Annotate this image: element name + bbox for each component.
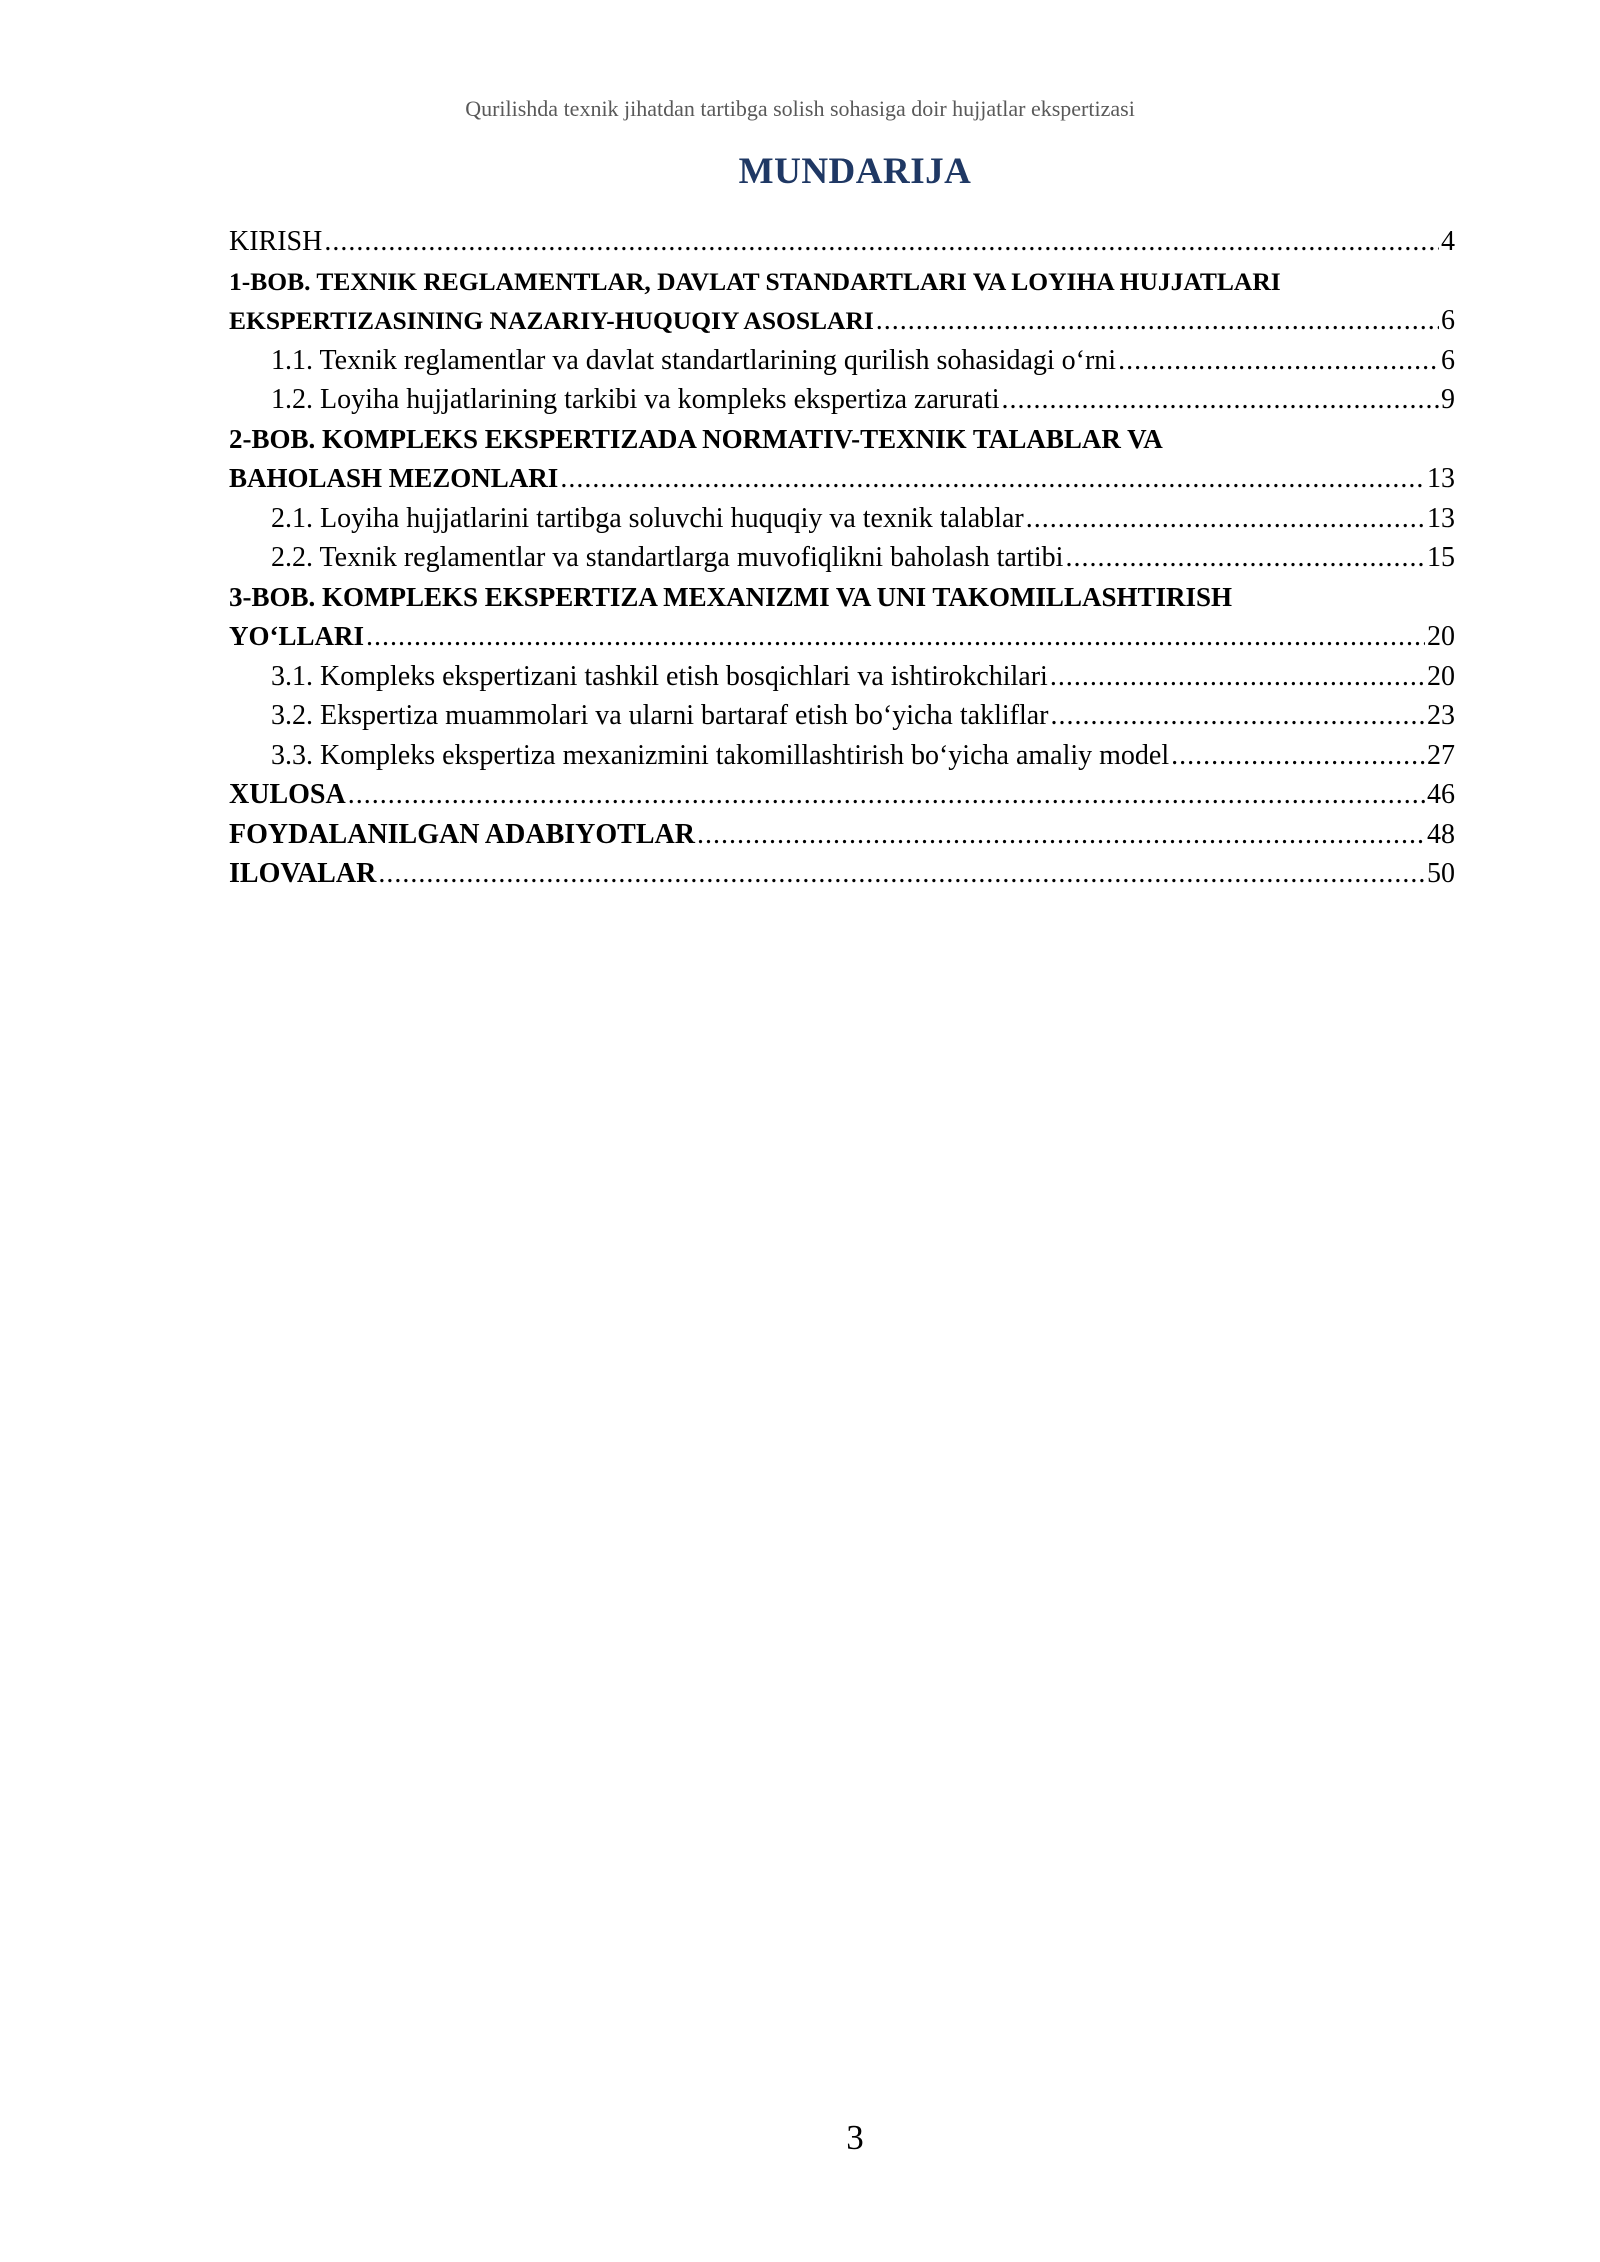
dot-leader — [1050, 696, 1425, 736]
toc-entry-section-1-1[interactable] — [229, 341, 1455, 381]
toc-entry-page: 46 — [1427, 779, 1455, 810]
toc-entry-page: 48 — [1427, 818, 1455, 850]
toc-entry-label-continued: YO‘LLARI — [229, 621, 365, 651]
dot-leader — [1118, 341, 1439, 381]
dot-leader — [1026, 499, 1425, 539]
toc-entry-label: 3.3. Kompleks ekspertiza mexanizmini takomillashtirish bo‘yicha amaliy model — [271, 739, 1170, 771]
toc-entry-label: KIRISH — [229, 226, 323, 257]
toc-entry-label: 2.2. Texnik reglamentlar va standartlarga muvofiqlikni baholash tartibi — [271, 542, 1064, 573]
toc-entry-label: ILOVALAR — [229, 858, 377, 889]
table-of-contents — [229, 222, 1455, 894]
dot-leader — [697, 815, 1425, 855]
toc-entry-label-continued: EKSPERTIZASINING NAZARIY-HUQUQIY ASOSLARI — [229, 306, 874, 335]
toc-entry-page: 13 — [1427, 463, 1455, 494]
toc-entry-page: 20 — [1427, 621, 1455, 652]
toc-entry-chapter-1[interactable] — [229, 262, 1455, 341]
toc-title: MUNDARIJA — [738, 151, 972, 192]
toc-entry-page: 15 — [1427, 542, 1455, 573]
toc-entry-page: 20 — [1427, 660, 1455, 692]
toc-entry-page: 9 — [1441, 384, 1455, 415]
toc-entry-label: 3.1. Kompleks ekspertizani tashkil etish bosqichlari va ishtirokchilari — [271, 660, 1048, 692]
dot-leader — [1050, 657, 1425, 697]
toc-entry-label-continued: BAHOLASH MEZONLARI — [229, 463, 559, 493]
toc-entry-section-3-1[interactable] — [229, 657, 1455, 697]
toc-entry-label: 1.2. Loyiha hujjatlarining tarkibi va kompleks ekspertiza zarurati — [271, 384, 1000, 415]
toc-entry-page: 6 — [1441, 344, 1455, 376]
toc-entry-kirish[interactable] — [229, 222, 1455, 262]
toc-entry-label: XULOSA — [229, 779, 346, 810]
dot-leader — [560, 459, 1425, 499]
toc-entry-label: 2-BOB. KOMPLEKS EKSPERTIZADA NORMATIV-TEXNIK TALABLAR VA — [229, 423, 1163, 454]
toc-entry-page: 6 — [1441, 305, 1455, 336]
toc-entry-section-1-2[interactable] — [229, 380, 1455, 420]
toc-entry-page: 23 — [1427, 700, 1455, 731]
toc-entry-page: 4 — [1441, 226, 1455, 257]
dot-leader — [366, 617, 1425, 657]
page-number: 3 — [846, 2118, 864, 2157]
toc-entry-label: 1.1. Texnik reglamentlar va davlat standartlarining qurilish sohasidagi o‘rni — [271, 344, 1117, 376]
toc-entry-adabiyotlar[interactable] — [229, 815, 1455, 855]
dot-leader — [324, 222, 1439, 262]
dot-leader — [1002, 380, 1439, 420]
toc-entry-page: 50 — [1427, 858, 1455, 889]
dot-leader — [378, 854, 1425, 894]
running-header: Qurilishda texnik jihatdan tartibga solish sohasiga doir hujjatlar ekspertizasi — [465, 96, 1135, 121]
toc-entry-section-3-2[interactable] — [229, 696, 1455, 736]
toc-entry-xulosa[interactable] — [229, 775, 1455, 815]
dot-leader — [1065, 538, 1425, 578]
toc-entry-label: 1-BOB. TEXNIK REGLAMENTLAR, DAVLAT STANDARTLARI VA LOYIHA HUJJATLARI — [229, 266, 1281, 296]
toc-entry-section-3-3[interactable] — [229, 736, 1455, 776]
toc-entry-chapter-3[interactable] — [229, 578, 1455, 657]
toc-entry-chapter-2[interactable] — [229, 420, 1455, 499]
toc-entry-page: 27 — [1427, 739, 1455, 771]
toc-entry-label: 3-BOB. KOMPLEKS EKSPERTIZA MEXANIZMI VA UNI TAKOMILLASHTIRISH — [229, 581, 1233, 612]
toc-entry-label: 3.2. Ekspertiza muammolari va ularni bartaraf etish bo‘yicha takliflar — [271, 700, 1049, 731]
toc-entry-label: FOYDALANILGAN ADABIYOTLAR — [229, 818, 695, 850]
dot-leader — [1171, 736, 1425, 776]
toc-entry-ilovalar[interactable] — [229, 854, 1455, 894]
dot-leader — [348, 775, 1425, 815]
toc-entry-page: 13 — [1427, 502, 1455, 534]
toc-entry-label: 2.1. Loyiha hujjatlarini tartibga soluvchi huquqiy va texnik talablar — [271, 502, 1024, 534]
dot-leader — [876, 301, 1439, 341]
toc-entry-section-2-2[interactable] — [229, 538, 1455, 578]
toc-entry-section-2-1[interactable] — [229, 499, 1455, 539]
